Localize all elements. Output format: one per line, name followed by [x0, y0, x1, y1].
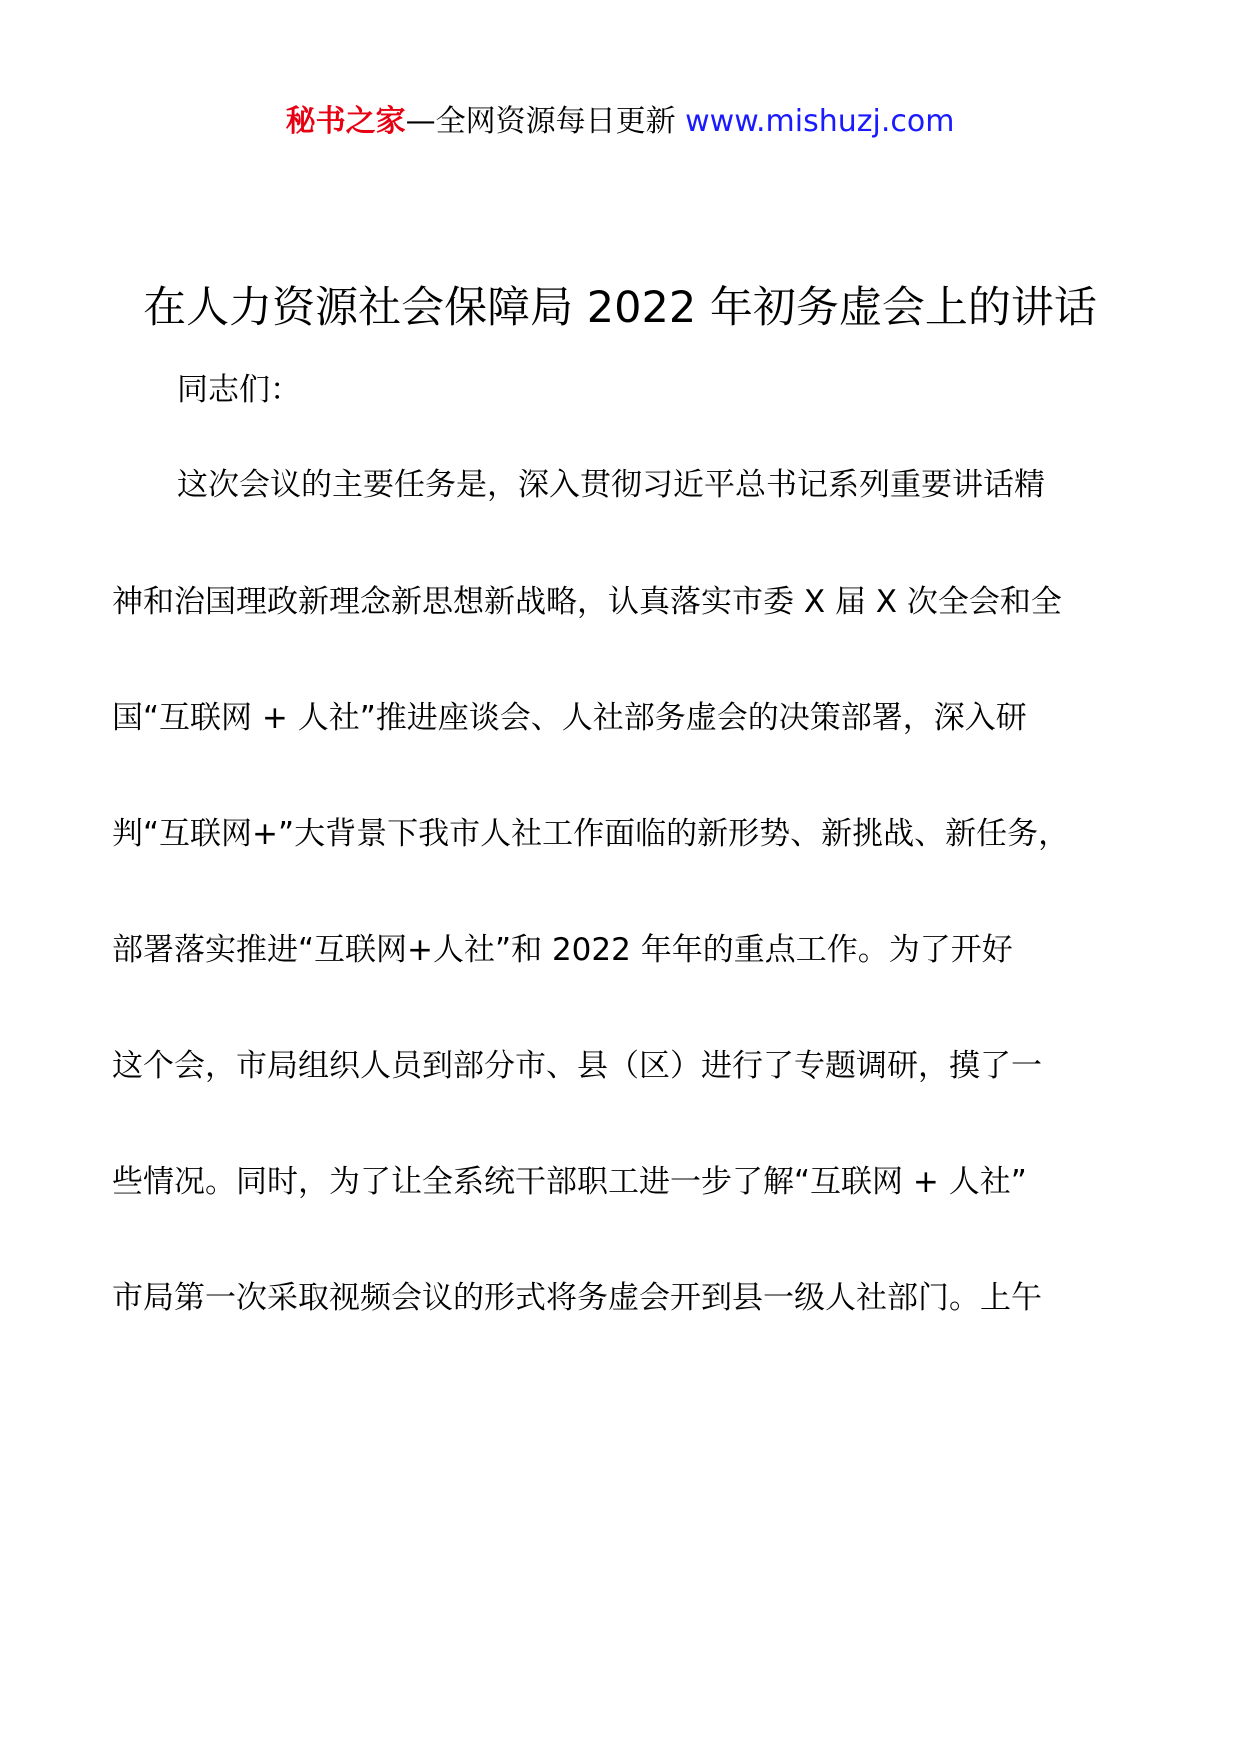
paragraph-line: 国“互联网 + 人社”推进座谈会、人社部务虚会的决策部署，深入研: [112, 700, 1027, 736]
salutation: 同志们：: [177, 372, 301, 408]
paragraph-line: 判“互联网+”大背景下我市人社工作面临的新形势、新挑战、新任务，: [112, 816, 1070, 852]
paragraph-line: 这次会议的主要任务是，深入贯彻习近平总书记系列重要讲话精: [177, 467, 1045, 503]
paragraph-line: 些情况。同时，为了让全系统干部职工进一步了解“互联网 + 人社”: [112, 1164, 1027, 1200]
brand-name: 秘书之家: [285, 104, 406, 139]
document-title: 在人力资源社会保障局 2022 年初务虚会上的讲话: [143, 283, 1097, 333]
paragraph-line: 这个会，市局组织人员到部分市、县（区）进行了专题调研，摸了一: [112, 1048, 1042, 1084]
paragraph-line: 部署落实推进“互联网+人社”和 2022 年年的重点工作。为了开好: [112, 932, 1013, 968]
paragraph-line: 市局第一次采取视频会议的形式将务虚会开到县一级人社部门。上午: [112, 1280, 1042, 1316]
site-url-link[interactable]: www.mishuzj.com: [685, 104, 955, 139]
header-tagline: —全网资源每日更新: [405, 104, 686, 139]
site-header: [0, 100, 1240, 144]
paragraph-line: 神和治国理政新理念新思想新战略，认真落实市委 X 届 X 次全会和全: [112, 584, 1062, 620]
